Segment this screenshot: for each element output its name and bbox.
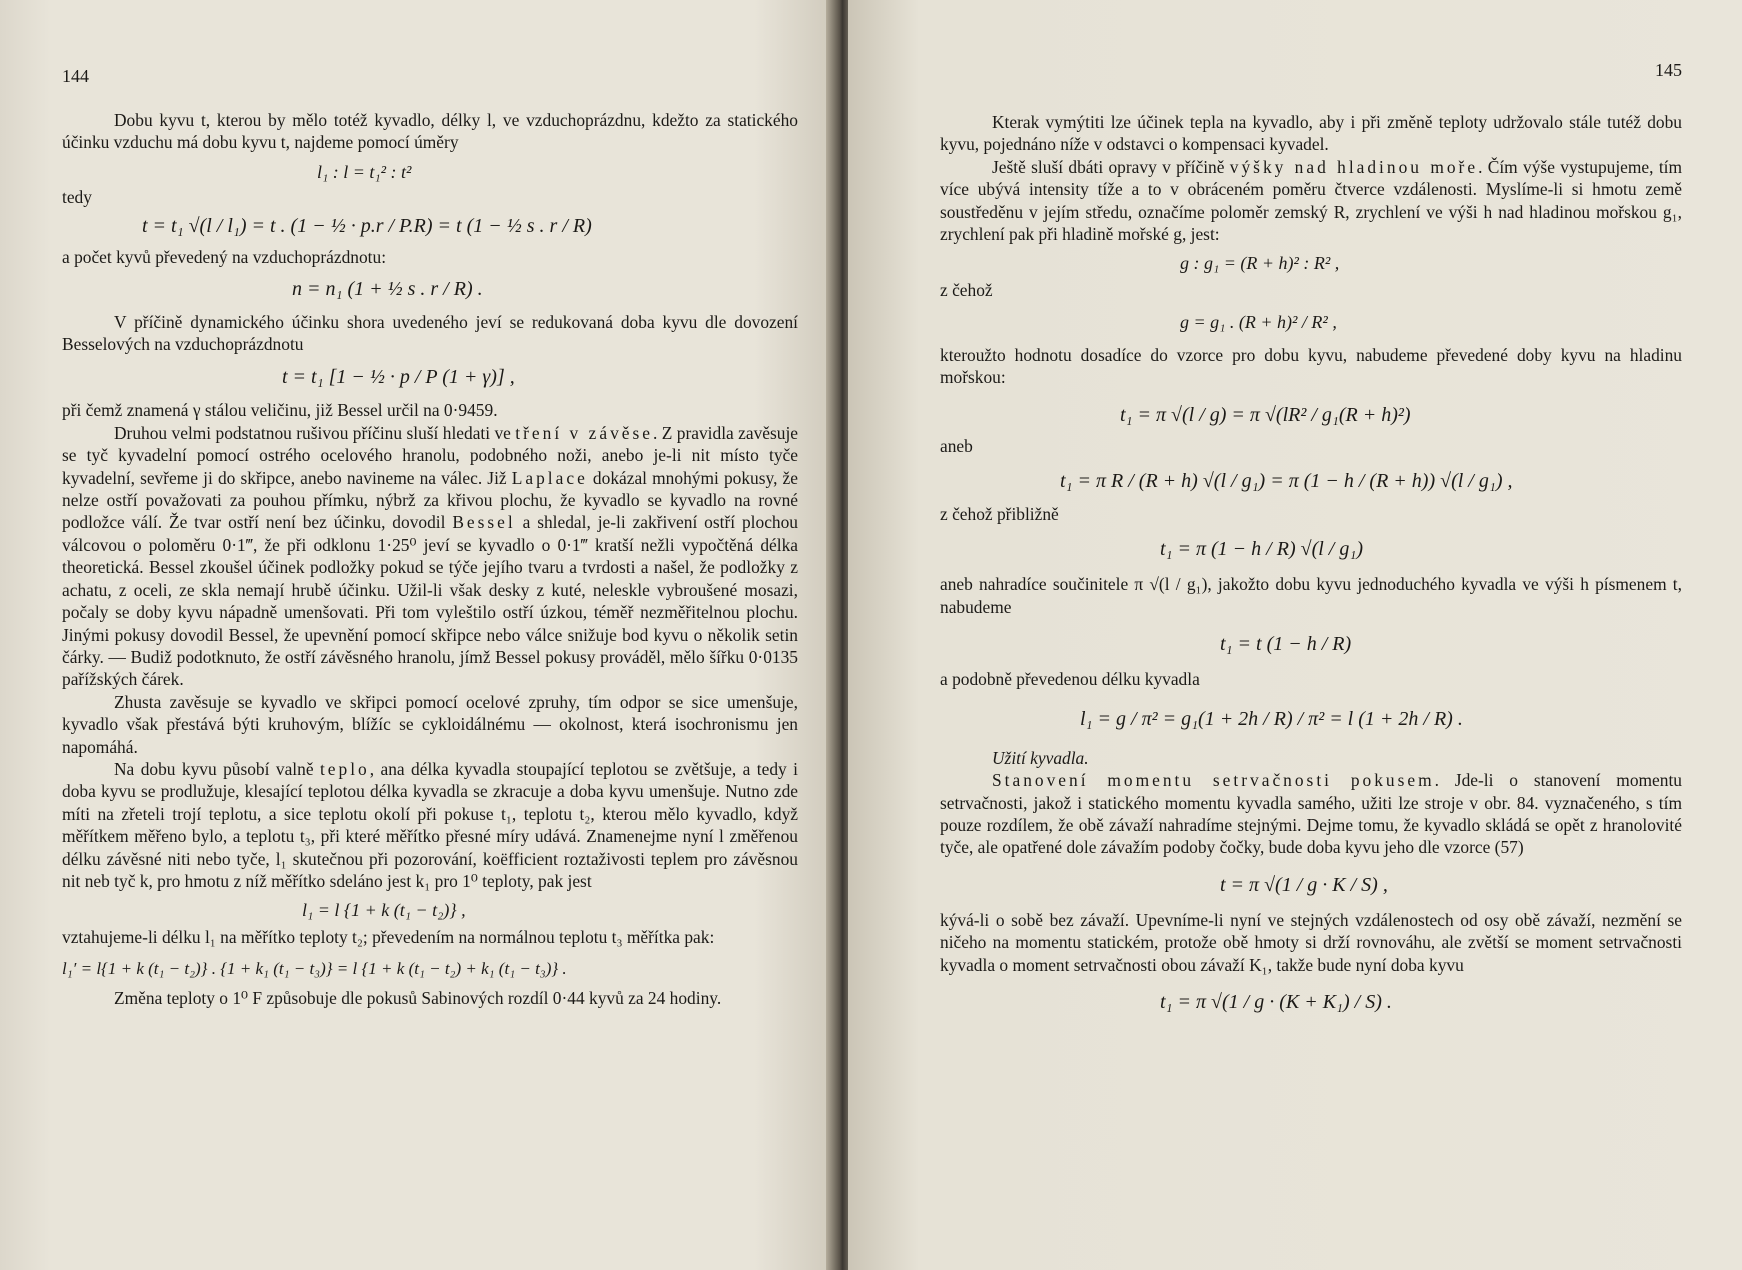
emphasis: teplo [319, 758, 370, 779]
label-z-cehoz-priblizne: z čehož přibližně [940, 504, 1059, 525]
formula: t = π √(1 / g · K / S) , [1220, 873, 1388, 896]
text: dokázal mnohými pokusy, že nelze ostří považovati za pouhou přímku, nýbrž za křivou plochu, že kyvadlo se kyvadlo na rovné podložce válí. Že tvar ostří není bez účinku, dovodil [62, 467, 798, 533]
paragraph: Změna teploty o 1⁰ F způsobuje dle pokusů Sabinových rozdíl 0·44 kyvů za 24 hodiny. [114, 987, 722, 1008]
paragraph-friction [62, 422, 798, 691]
formula: l₁ = g / π² = g₁(1 + 2h / R) / π² = l (1 + 2h / R) . [1080, 707, 1463, 730]
label-tedy: tedy [62, 186, 92, 207]
formula: t₁ = π (1 − h / R) √(l / g₁) [1160, 538, 1363, 561]
text: . Jde-li o stanovení momentu setrvačnosti, jakož i statického momentu kyvadla samého, užiti lze stroje v obr. 84. vyznačeného, s tím pouze rozdílem, že obě závaží nahradíme stejnými. Dejme tomu, že kyvadlo skládá se opět z hranolovité tyče, ale opatřené dole závažím podoby čočky, bude doba kyvu jeho dle vzorce (57) [940, 770, 1682, 858]
paragraph: aneb nahradíce součinitele π √(l / g₁), jakožto dobu kyvu jednoduchého kyvadla ve výši h písmenem t, nabudeme [940, 574, 1682, 617]
emphasis-name: Laplace [511, 467, 588, 488]
paragraph: Kterak vymýtiti lze účinek tepla na kyvadlo, aby i při změně teploty udržovalo stále tutéž dobu kyvu, pojednáno níže v odstavci o kompensaci kyvadel. [940, 112, 1682, 155]
paragraph: kývá-li o sobě bez závaží. Upevníme-li nyní ve stejných vzdálenostech od osy obě závaží, nezmění se ničeho na momentu statickém, protože obě hmoty si drží rovnováhu, ale zvětší se moment setrvačnosti kyvadla o moment setrvačnosti obou závaží K₁, takže bude nyní doba kyvu [940, 909, 1682, 975]
page-number-right: 145 [1655, 60, 1682, 80]
paragraph: Zhusta zavěsuje se kyvadlo ve skřipci pomocí ocelové zpruhy, tím odpor se sice umenšuje, kyvadlo však přestává býti kruhovým, blížíc se cykloidálnému — okolnost, která isochronismu jen napomáhá. [62, 691, 798, 757]
formula: l₁ = l {1 + k (t₁ − t₂)} , [302, 900, 466, 921]
emphasis: výšky nad hladinou moře [1229, 156, 1479, 177]
text: Na dobu kyvu působí valně [114, 758, 320, 779]
emphasis: tření v závěse [515, 422, 653, 443]
formula: t = t₁ [1 − ½ · p / P (1 + γ)] , [282, 366, 515, 389]
paragraph-heat [62, 758, 798, 892]
formula: l₁′ = l{1 + k (t₁ − t₂)} . {1 + k₁ (t₁ − t₃)} = l {1 + k (t₁ − t₂) + k₁ (t₁ − t₃)} . [62, 958, 567, 978]
formula: g = g₁ . (R + h)² / R² , [1180, 311, 1337, 332]
formula: n = n₁ (1 + ½ s . r / R) . [292, 277, 483, 300]
left-page [0, 0, 838, 1270]
right-page [848, 0, 1742, 1270]
formula: t₁ = t (1 − h / R) [1220, 633, 1352, 656]
emphasis-name: Bessel [452, 512, 516, 533]
paragraph: V příčině dynamického účinku shora uvedeného jeví se redukovaná doba kyvu dle dovození Besselových na vzduchoprázdnotu [62, 311, 798, 355]
formula: t = t₁ √(l / l₁) = t . (1 − ½ · p.r / P.R) = t (1 − ½ s . r / R) [142, 215, 592, 238]
formula: g : g₁ = (R + h)² : R² , [1180, 253, 1340, 274]
text: Ještě sluší dbáti opravy v příčině [992, 156, 1230, 177]
text: . Čím výše vystupujeme, tím více ubývá intensity tíže a to v obráceném poměru čtverce vzdálenosti. Myslíme-li si hmotu země soustředěnu v jejím středu, označíme poloměr zemský R, zrychlení ve výši h nad hladinou mořskou g₁, zrychlení pak při hladině mořské g, jest: [940, 156, 1683, 245]
formula: t₁ = π R / (R + h) √(l / g₁) = π (1 − h / (R + h)) √(l / g₁) , [1060, 470, 1513, 493]
formula: l₁ : l = t₁² : t² [317, 161, 412, 182]
paragraph-moment [940, 769, 1682, 859]
formula: t₁ = π √(1 / g · (K + K₁) / S) . [1160, 990, 1392, 1013]
paragraph-altitude [940, 156, 1682, 246]
text: , ana délka kyvadla stoupající teplotou se zvětšuje, a tedy i doba kyvu se prodlužuje, klesající teplotou délka kyvadla se zkracuje a doba kyvu umenšuje. Nutno zde míti na zřeteli trojí teplotu, a sice teplotu okolí při pokuse t₁, teplotu t₂, kterou mělo kyvadlo, když měřítkem měřeno bylo, a teplotu t₃, při které měřítko přesné míry udává. Znamenejme nyní l změřenou délku závěsné niti nebo tyče, l₁ skutečnou při pozorování, koëfficient roztaživosti teplem pro závěsnou nit neb tyč k, pro hmotu z níž měřítko sdeláno jest k₁ pro 1⁰ teploty, pak jest [62, 758, 798, 891]
paragraph: kteroužto hodnotu dosadíce do vzorce pro dobu kyvu, nabudeme převedené doby kyvu na hladinu mořskou: [940, 344, 1682, 388]
label-aneb: aneb [940, 435, 973, 456]
text: . Z pravidla zavěsuje se tyč kyvadelní pomocí ostrého ocelového hranolu, podobného noži, anebo je-li nit místo tyče kyvadelní, sevřeme ji do skřipce, anebo navineme na válec. Již [62, 422, 799, 488]
text: Druhou velmi podstatnou rušivou příčinu sluší hledati ve [114, 422, 516, 443]
paragraph: při čemž znamená γ stálou veličinu, již Bessel určil na 0·9459. [62, 400, 498, 421]
emphasis: Stanovení momentu setrvačnosti pokusem [992, 770, 1435, 791]
section-heading: Užití kyvadla. [992, 747, 1089, 768]
label-z-cehoz: z čehož [940, 280, 993, 301]
paragraph: a podobně převedenou délku kyvadla [940, 669, 1200, 690]
page-number-left: 144 [62, 66, 89, 86]
formula: t₁ = π √(l / g) = π √(lR² / g₁(R + h)²) [1120, 403, 1411, 426]
text: a shledal, je-li zakřivení ostří plochou válcovou o poloměru 0·1‴, že při odklonu 1·25⁰ jeví se kyvadlo o 0·1‴ kratší nežli vypočtěná délka theoretická. Bessel zkoušel účinek podložky pokud se týče jejího tvaru a tvrdosti a našel, že podložky z achatu, z oceli, ze skla nemají hrubě účinku. Užil-li však desky z kuté, neleskle vybroušené mosazi, počaly se doby kyvu nápadně umenšovati. Při tom vyleštilo ostří úzkou, téměř nezměřitelnou plochu. Jinými pokusy dovodil Bessel, že upevnění pomocí skřipce nebo válce snižuje bod kyvu o několik setin čárky. — Budiž podotknuto, že ostří závěsného hranolu, jímž Bessel pokusy prováděl, mělo šířku 0·0135 pařížských čárek. [62, 512, 798, 690]
paragraph: Dobu kyvu t, kterou by mělo totéž kyvadlo, délky l, ve vzduchoprázdnu, kdežto za statického účinku vzduchu má dobu kyvu t, najdeme pomocí úměry [62, 110, 798, 153]
paragraph: vztahujeme-li délku l₁ na měřítko teploty t₂; převedením na normálnou teplotu t₃ měřítka pak: [62, 927, 715, 948]
paragraph: a počet kyvů převedený na vzduchoprázdnotu: [62, 247, 387, 268]
